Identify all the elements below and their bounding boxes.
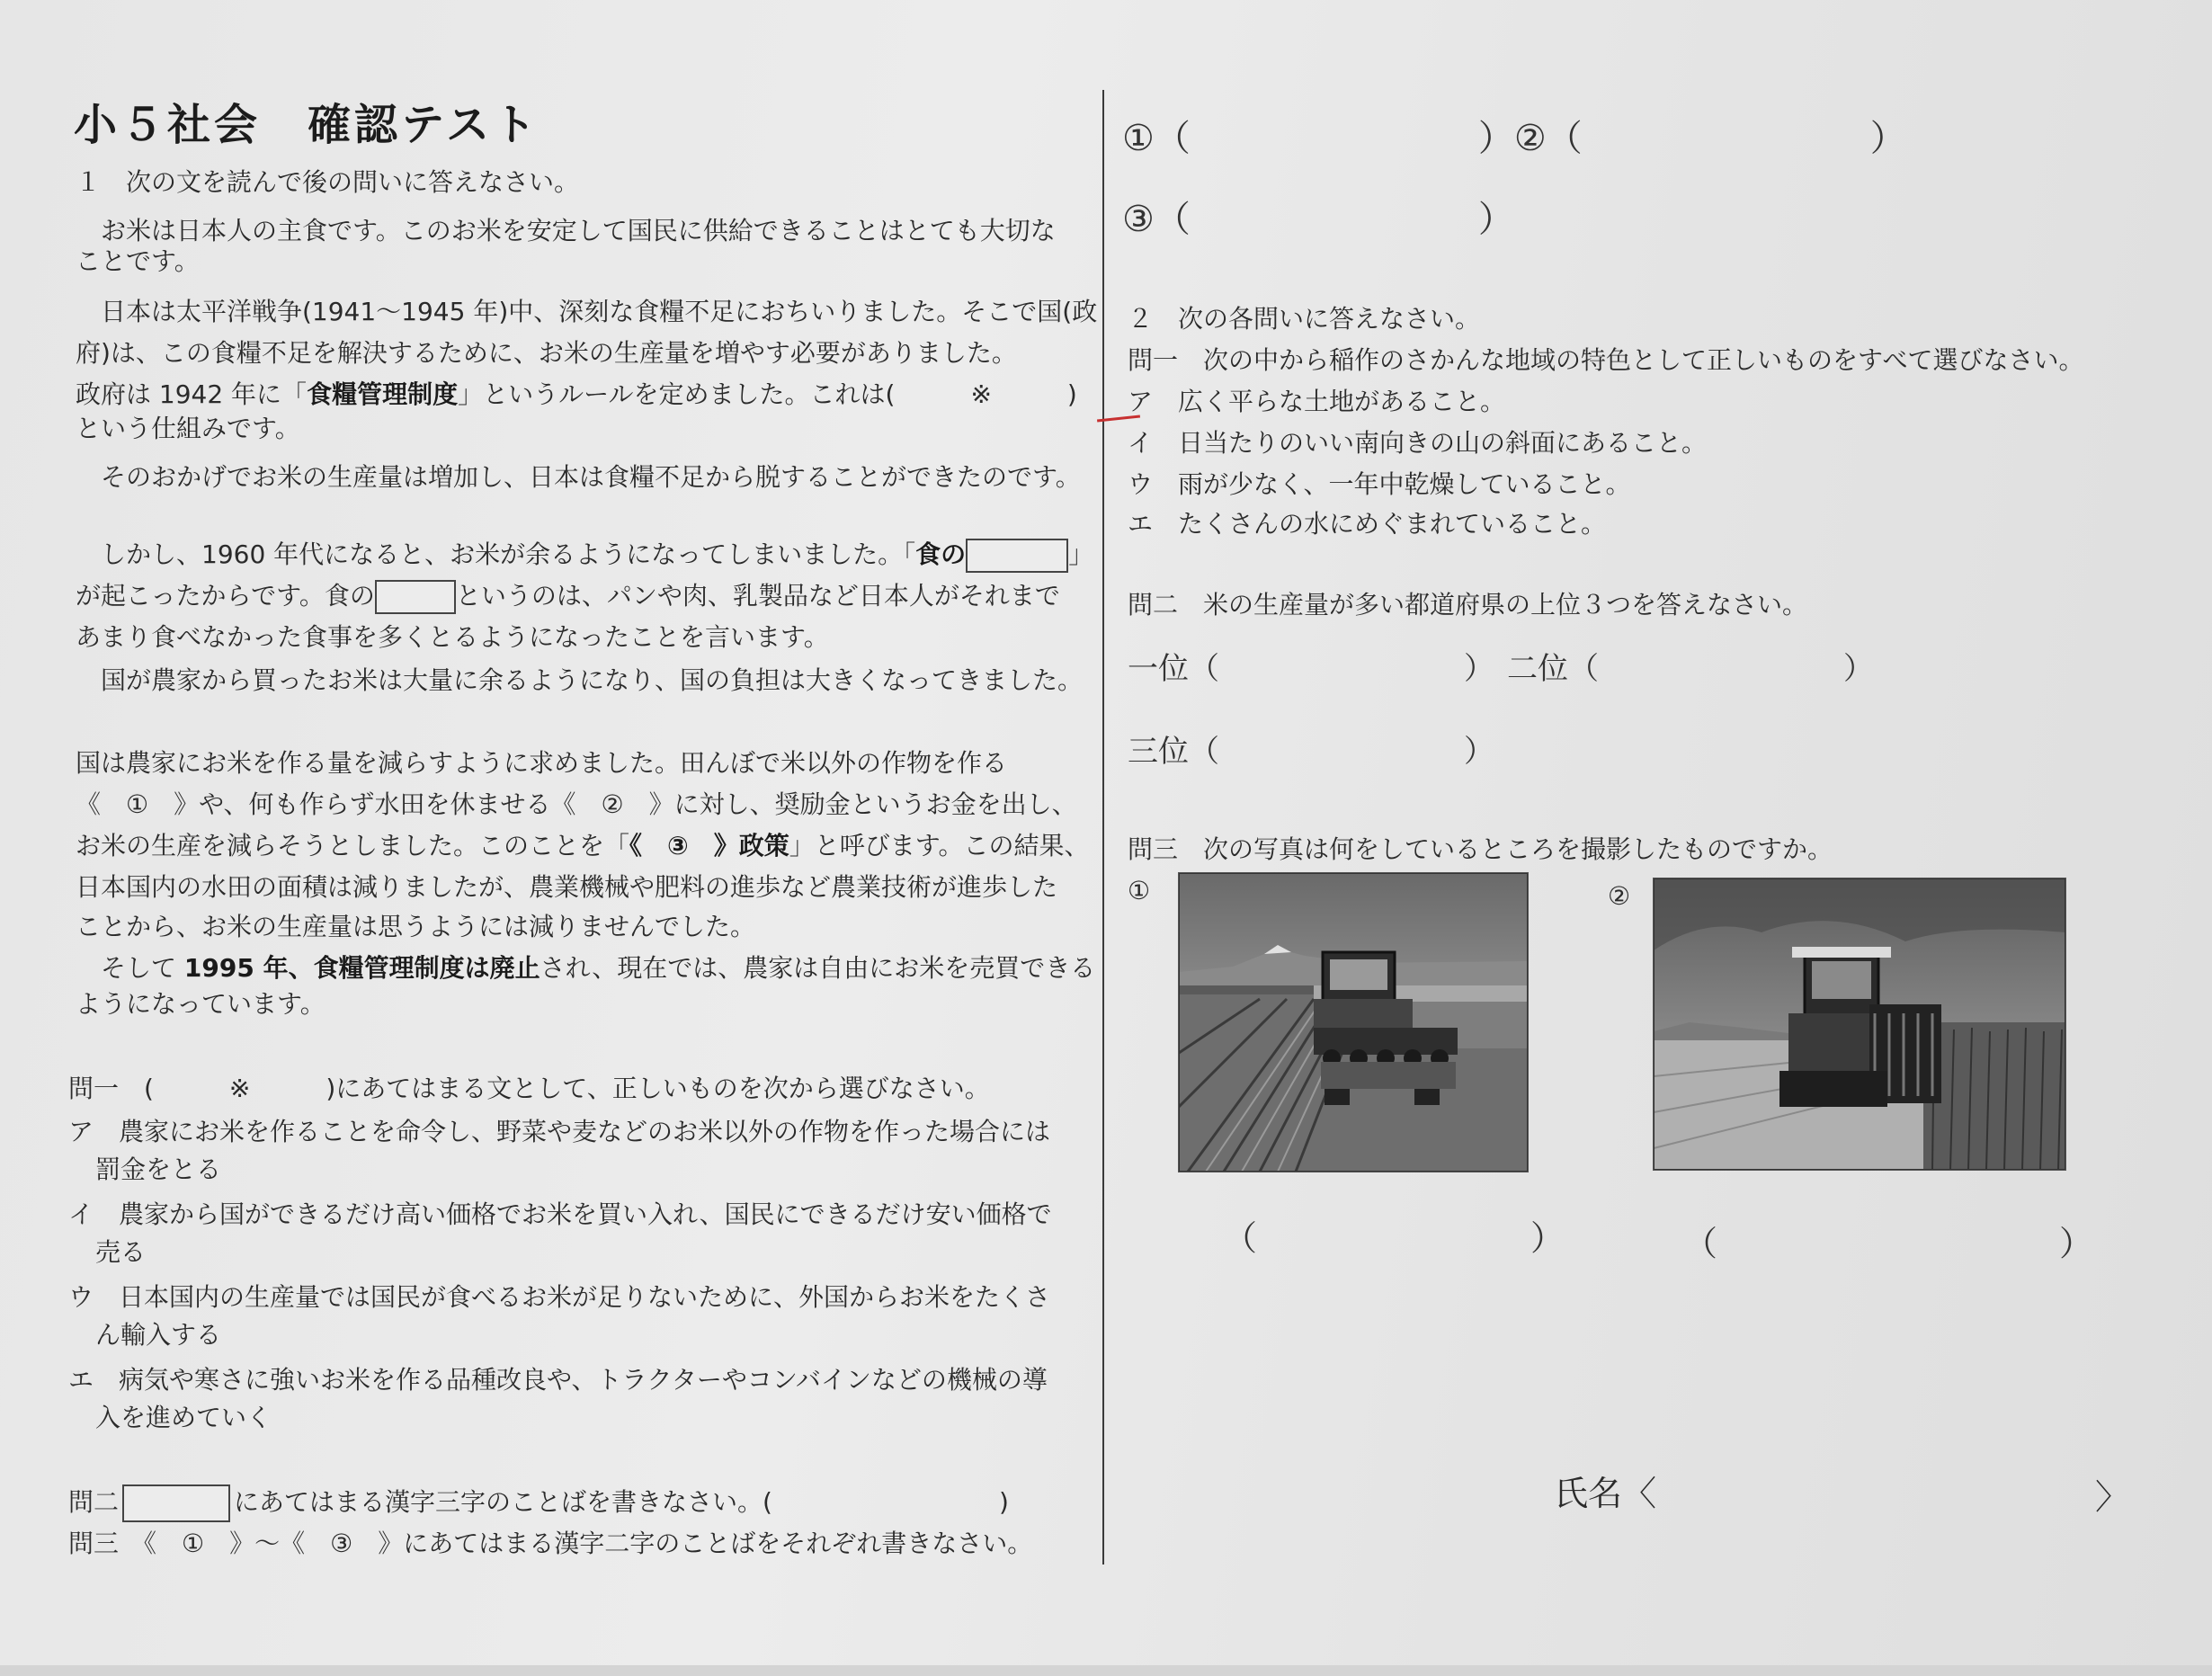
paragraph-line: 日本国内の水田の面積は減りましたが、農業機械や肥料の進歩など農業技術が進歩した bbox=[76, 872, 1058, 902]
option-u[interactable]: ウ 日本国内の生産量では国民が食べるお米が足りないために、外国からお米をたくさ bbox=[68, 1282, 1051, 1312]
paragraph-line: お米の生産を減らそうとしました。このことを「《 ③ 》政策」と呼びます。この結果、 bbox=[76, 831, 1090, 860]
fill-in-blank-box[interactable] bbox=[966, 539, 1068, 573]
fill-in-blank-box[interactable] bbox=[375, 580, 456, 614]
page-title: 小５社会 確認テスト bbox=[74, 100, 540, 150]
question-mon1: 問一 次の中から稲作のさかんな地域の特色として正しいものをすべて選びなさい。 bbox=[1128, 345, 2084, 375]
paragraph-line: ことです。 bbox=[76, 246, 200, 276]
rank-2-answer[interactable]: 二位（ ） bbox=[1507, 651, 1874, 687]
answer-row-1-2[interactable]: ①（ ）②（ ） bbox=[1122, 118, 1906, 159]
option-e[interactable]: エ たくさんの水にめぐまれていること。 bbox=[1128, 509, 1607, 539]
question-mon2: 問二 にあてはまる漢字三字のことばを書きなさい。( ) bbox=[68, 1482, 1009, 1523]
photo-2-number: ② bbox=[1608, 881, 1631, 911]
option-a[interactable]: ア 広く平らな土地があること。 bbox=[1128, 387, 1506, 416]
paragraph-line: 国は農家にお米を作る量を減らすように求めました。田んぼで米以外の作物を作る bbox=[76, 748, 1008, 778]
bold-term: 食糧管理制度 bbox=[307, 379, 459, 409]
paragraph-line: そして 1995 年、食糧管理制度は廃止され、現在では、農家は自由にお米を売買できる bbox=[76, 953, 1096, 983]
fill-in-blank-box[interactable] bbox=[122, 1484, 230, 1522]
answer-row-3[interactable]: ③（ ） bbox=[1122, 199, 1514, 240]
photo-1-answer[interactable]: （ ） bbox=[1223, 1218, 1565, 1258]
photo-rice-harvesting bbox=[1653, 878, 2066, 1171]
name-close-bracket: 〉 bbox=[2095, 1477, 2130, 1517]
option-i[interactable]: イ 農家から国ができるだけ高い価格でお米を買い入れ、国民にできるだけ安い価格で bbox=[68, 1199, 1052, 1229]
question-mon3: 問三 次の写真は何をしているところを撮影したものですか。 bbox=[1128, 834, 1833, 864]
option-a[interactable]: ア 農家にお米を作ることを命令し、野菜や麦などのお米以外の作物を作った場合には bbox=[68, 1117, 1051, 1146]
paragraph-line: しかし、1960 年代になると、お米が余るようになってしまいました。「食の 」 bbox=[76, 534, 1093, 575]
paragraph-line: 国が農家から買ったお米は大量に余るようになり、国の負担は大きくなってきました。 bbox=[76, 665, 1084, 695]
column-divider bbox=[1102, 90, 1104, 1565]
option-u[interactable]: ウ 雨が少なく、一年中乾燥していること。 bbox=[1128, 469, 1631, 499]
option-i-cont: 売る bbox=[95, 1237, 147, 1267]
rank-1-answer[interactable]: 一位（ ） bbox=[1128, 651, 1494, 687]
option-e-cont: 入を進めていく bbox=[95, 1403, 272, 1432]
option-u-cont: ん輸入する bbox=[95, 1320, 222, 1350]
option-e[interactable]: エ 病気や寒さに強いお米を作る品種改良や、トラクターやコンバインなどの機械の導 bbox=[68, 1365, 1048, 1395]
paragraph-line: 日本は太平洋戦争(1941～1945 年)中、深刻な食糧不足におちいりました。そこで国(政 bbox=[76, 297, 1098, 326]
paragraph-line: そのおかげでお米の生産量は増加し、日本は食糧不足から脱することができたのです。 bbox=[76, 462, 1081, 492]
name-field[interactable] bbox=[1655, 1500, 2077, 1502]
photo-2-answer[interactable]: （ ） bbox=[1683, 1224, 2094, 1263]
paragraph-line: あまり食べなかった食事を多くとるようになったことを言います。 bbox=[76, 622, 829, 652]
paragraph-line: 《 ① 》や、何も作らず水田を休ませる《 ② 》に対し、奨励金というお金を出し、 bbox=[76, 789, 1077, 819]
paragraph-line: 府)は、この食糧不足を解決するために、お米の生産量を増やす必要がありました。 bbox=[76, 338, 1017, 368]
paragraph-line: 政府は 1942 年に「食糧管理制度」というルールを定めました。これは( ※ ) bbox=[76, 379, 1077, 409]
option-a-cont: 罰金をとる bbox=[95, 1154, 222, 1184]
paragraph-line: ようになっています。 bbox=[76, 989, 326, 1019]
question-mon1: 問一 ( ※ )にあてはまる文として、正しいものを次から選びなさい。 bbox=[68, 1074, 990, 1103]
paragraph-line: お米は日本人の主食です。このお米を安定して国民に供給できることはとても大切な bbox=[76, 216, 1056, 245]
q2-heading: ２ 次の各問いに答えなさい。 bbox=[1128, 304, 1481, 334]
question-mon2: 問二 米の生産量が多い都道府県の上位３つを答えなさい。 bbox=[1128, 590, 1808, 620]
paragraph-line: ことから、お米の生産量は思うようには減りませんでした。 bbox=[76, 912, 756, 941]
photo-1-number: ① bbox=[1128, 876, 1151, 905]
q1-heading: １ 次の文を読んで後の問いに答えなさい。 bbox=[76, 167, 580, 197]
photo-rice-planting bbox=[1178, 872, 1529, 1172]
question-mon3: 問三 《 ① 》～《 ③ 》にあてはまる漢字二字のことばをそれぞれ書きなさい。 bbox=[68, 1529, 1033, 1558]
rank-3-answer[interactable]: 三位（ ） bbox=[1128, 734, 1494, 770]
option-i[interactable]: イ 日当たりのいい南向きの山の斜面にあること。 bbox=[1128, 428, 1708, 458]
paragraph-line: という仕組みです。 bbox=[76, 414, 300, 443]
name-label: 氏名〈 bbox=[1554, 1474, 1657, 1513]
paragraph-line: が起こったからです。食の というのは、パンや肉、乳製品など日本人がそれまで bbox=[76, 575, 1060, 617]
